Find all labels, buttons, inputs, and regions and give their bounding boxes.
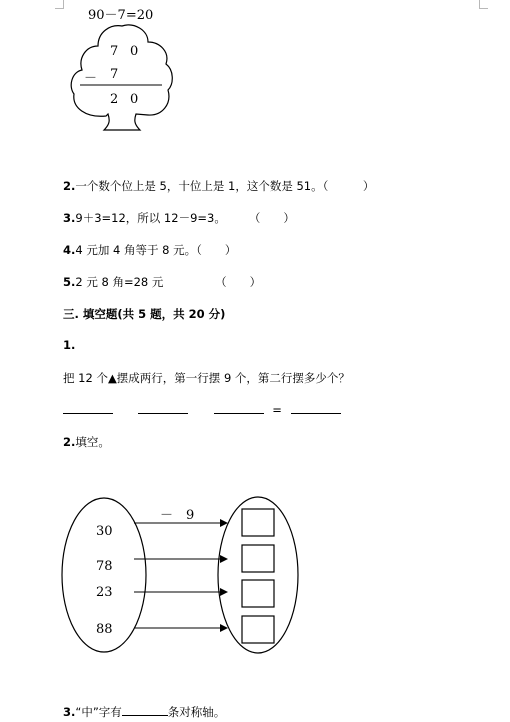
question-3-text: 9＋3=12，所以 12－9=3。 （ ） — [75, 211, 295, 225]
tree-row1-ones: 0 — [130, 44, 139, 59]
question-5 — [63, 274, 261, 290]
answer-blank-1[interactable] — [63, 402, 113, 414]
fill-question-2-number: 2. — [63, 435, 76, 449]
answer-box-1[interactable] — [242, 509, 274, 536]
answer-blank-3[interactable] — [214, 402, 264, 414]
question-2 — [63, 178, 374, 194]
fill-question-3 — [63, 704, 225, 720]
fill-question-3-number: 3. — [63, 705, 76, 719]
section-3-title: 三. 填空题(共 5 题，共 20 分) — [63, 307, 226, 321]
equals-sign: = — [272, 403, 282, 417]
question-3-number: 3. — [63, 211, 76, 225]
fill-question-1-number: 1. — [63, 338, 76, 352]
question-4-number: 4. — [63, 243, 76, 257]
fill-question-2-text: 填空。 — [75, 435, 110, 449]
answer-box-3[interactable] — [242, 580, 274, 607]
mapping-left-number-4: 88 — [96, 622, 113, 637]
mapping-left-number-1: 30 — [96, 524, 113, 539]
corner-mark-top-left — [55, 0, 64, 9]
corner-mark-top-right — [479, 0, 488, 9]
mapping-operator: － 9 — [160, 508, 195, 523]
tree-minus-sign: － — [84, 71, 98, 86]
question-3 — [63, 210, 295, 226]
question-2-number: 2. — [63, 179, 76, 193]
tree-equation: 90－7=20 — [88, 8, 154, 23]
fill-question-3-text-before: “中”字有 — [75, 705, 122, 719]
question-4-text: 4 元加 4 角等于 8 元。（ ） — [75, 243, 237, 257]
question-2-text: 一个数个位上是 5，十位上是 1，这个数是 51。（ ） — [75, 179, 375, 193]
tree-illustration — [66, 20, 176, 136]
question-4 — [63, 242, 236, 258]
axis-count-blank[interactable] — [122, 704, 168, 716]
tree-row1-tens: 7 — [110, 44, 119, 59]
question-5-text: 2 元 8 角=28 元 （ ） — [75, 275, 262, 289]
answer-box-2[interactable] — [242, 545, 274, 572]
answer-blank-4[interactable] — [291, 402, 341, 414]
fill-question-1-blanks — [63, 402, 341, 417]
tree-row3-ones: 0 — [130, 92, 139, 107]
fill-question-2 — [63, 434, 110, 450]
mapping-left-number-3: 23 — [96, 585, 113, 600]
fill-question-3-text-after: 条对称轴。 — [167, 705, 226, 719]
question-5-number: 5. — [63, 275, 76, 289]
fill-question-1-text: 把 12 个▲摆成两行，第一行摆 9 个，第二行摆多少个？ — [63, 371, 350, 385]
answer-box-4[interactable] — [242, 616, 274, 643]
answer-blank-2[interactable] — [138, 402, 188, 414]
tree-row3-tens: 2 — [110, 92, 119, 107]
mapping-left-number-2: 78 — [96, 559, 113, 574]
tree-row2-tens: 7 — [110, 67, 119, 82]
